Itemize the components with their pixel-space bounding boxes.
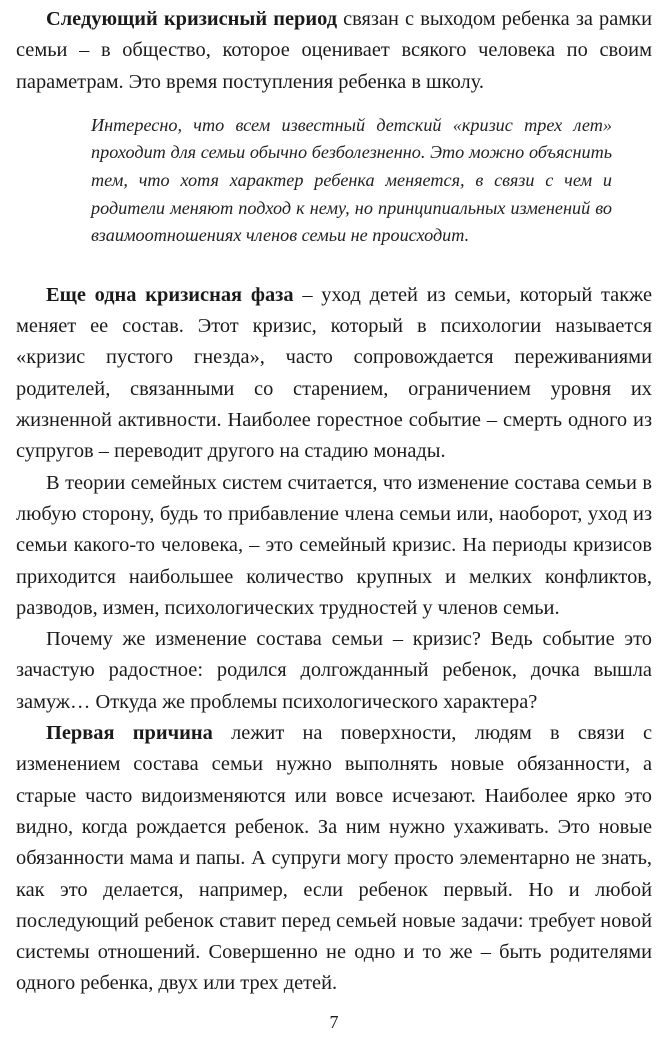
paragraph-lead: Еще одна кризисная фаза: [46, 283, 294, 306]
paragraph-first-reason: [16, 718, 652, 1000]
paragraph-text: – уход детей из семьи, который также меняет ее состав. Этот кризис, который в психологии называется «кризис пустого гнезда», часто сопровождается переживаниями родителей, связанными со старением, ограничением уровня их жизненной активности. Наиболее горестное событие – смерть одного из супругов – переводит другого на стадию монады.: [16, 283, 652, 463]
paragraph-lead: Первая причина: [46, 722, 213, 745]
page-number: 7: [329, 1012, 339, 1032]
paragraph-crisis-school: [16, 4, 652, 98]
italic-note: Интересно, что всем известный детский «кризис трех лет» проходит для семьи обычно безболезненно. Это можно объяснить тем, что хотя характер ребенка меняется, в связи с чем и родители меняют подход к нему, но принципиальных изменений во взаимоотношениях членов семьи не происходит.: [91, 114, 612, 246]
paragraph-lead: Следующий кризисный период: [46, 8, 338, 30]
paragraph-text: связан с выходом ребенка за рамки семьи – в общество, которое оценивает всякого человека по своим параметрам. Это время поступления ребенка в школу.: [16, 8, 652, 93]
paragraph-empty-nest: [16, 280, 652, 468]
paragraph-why-crisis: Почему же изменение состава семьи – кризис? Ведь событие это зачастую радостное: родился долгожданный ребенок, дочка вышла замуж… Откуда же проблемы психологического характера?: [16, 628, 652, 713]
paragraph-text: лежит на поверхности, людям в связи с изменением состава семьи нужно выполнять новые обязанности, а старые часто видоизменяются или вовсе исчезают. Наиболее ярко это видно, когда рождается ребенок. За ним нужно ухаживать. Это новые обязанности мама и папы. А супруги могу просто элементарно не знать, как это делается, например, если ребенок первый. Но и любой последующий ребенок ставит перед семьей новые задачи: требует новой системы отношений. Совершенно не одно и то же – быть родителями одного ребенка, двух или трех детей.: [16, 722, 653, 995]
page-content: [16, 4, 652, 1000]
paragraph-family-systems: В теории семейных систем считается, что изменение состава семьи в любую сторону, будь то прибавление члена семьи или, наоборот, уход из семьи какого-то человека, – это семейный кризис. На периоды кризисов приходится наибольшее количество крупных и мелких конфликтов, разводов, измен, психологических трудностей у членов семьи.: [16, 471, 652, 619]
